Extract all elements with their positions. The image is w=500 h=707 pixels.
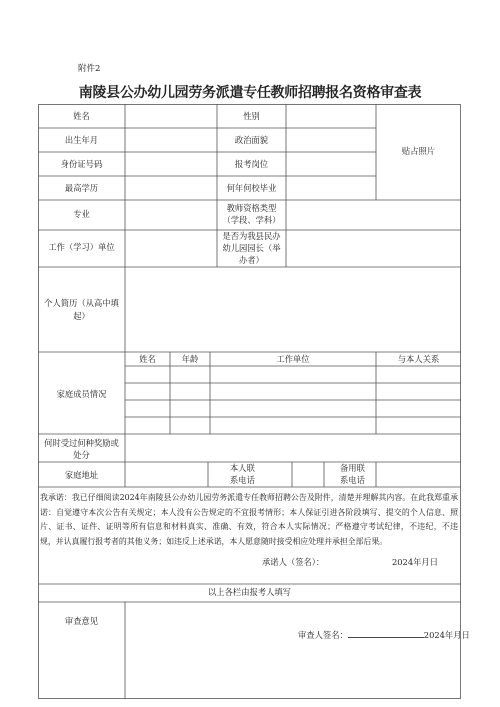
label-principal-1: 是否为我县民办 [222,231,281,241]
self-fill-note: 以上各栏由报考人填写 [208,587,291,597]
review-signer: 审查人签名： [298,630,348,640]
promise-text: 我承诺：我已仔细阅读2024年南陵县公办幼儿园劳务派遣专任教师招聘公告及附件，清楚并理解其内容。在此我郑重承诺：自觉遵守本次公告有关规定；本人没有公告规定的不宜报考情形；本人保证引进各阶段填写、提交的个人信息、照片、证书、证件、证明等所有信息和材料真实、准确、有效，符合本人实际情况；严格遵守考试纪律，不违纪，不违规，并认真履行报考者的其他义务；如违反上述承诺，本人愿意随时接受相应处理并承担全部后果。 [40,493,458,546]
label-phone-2a: 备用联 [340,463,365,473]
label-principal-3: 办者） [239,255,264,265]
label-phone-1b: 系电话 [230,475,255,485]
page-title: 南陵县公办幼儿园劳务派遣专任教师招聘报名资格审查表 [78,85,422,101]
family-header-relation: 与本人关系 [397,354,440,364]
label-family: 家庭成员情况 [56,389,107,399]
label-awards-2: 处分 [73,450,90,460]
label-post: 报考岗位 [234,159,269,169]
label-resume-2: 起） [73,311,90,321]
label-resume-1: 个人简历（从高中填 [44,298,119,308]
label-work-unit: 工作（学习）单位 [48,242,115,252]
family-header-age: 年龄 [181,354,199,364]
label-phone-2b: 系电话 [340,475,365,485]
label-name: 姓名 [73,111,90,121]
label-review-opinion: 审查意见 [64,616,99,626]
label-principal-2: 幼儿园园长（举 [222,243,281,253]
label-politics: 政治面貌 [234,135,269,145]
promise-date: 2024年月日 [392,557,439,567]
signature-underline [348,629,424,638]
label-education: 最高学历 [64,183,99,193]
label-awards-1: 何时受过何种奖励或 [44,438,119,448]
label-photo: 贴占照片 [401,146,436,156]
family-header-work-unit: 工作单位 [276,354,310,364]
registration-form [38,104,470,699]
review-signer-row [298,629,470,641]
promise-signer: 承诺人（签名）： [262,557,325,567]
label-id-number: 身份证号码 [60,159,103,169]
label-graduate-school: 何年何校毕业 [226,183,277,193]
label-birth: 出生年月 [64,135,99,145]
family-header-name: 姓名 [139,354,156,364]
label-address: 家庭地址 [64,470,99,480]
review-date: 2024年月日 [423,630,470,640]
label-major: 专业 [73,209,90,219]
label-gender: 性别 [243,111,260,121]
label-cert-type-2: （学段、学科） [222,215,281,225]
attachment-label: 附件2 [78,64,101,74]
label-cert-type-1: 教师资格类型 [226,203,277,213]
label-phone-1a: 本人联 [230,463,255,473]
